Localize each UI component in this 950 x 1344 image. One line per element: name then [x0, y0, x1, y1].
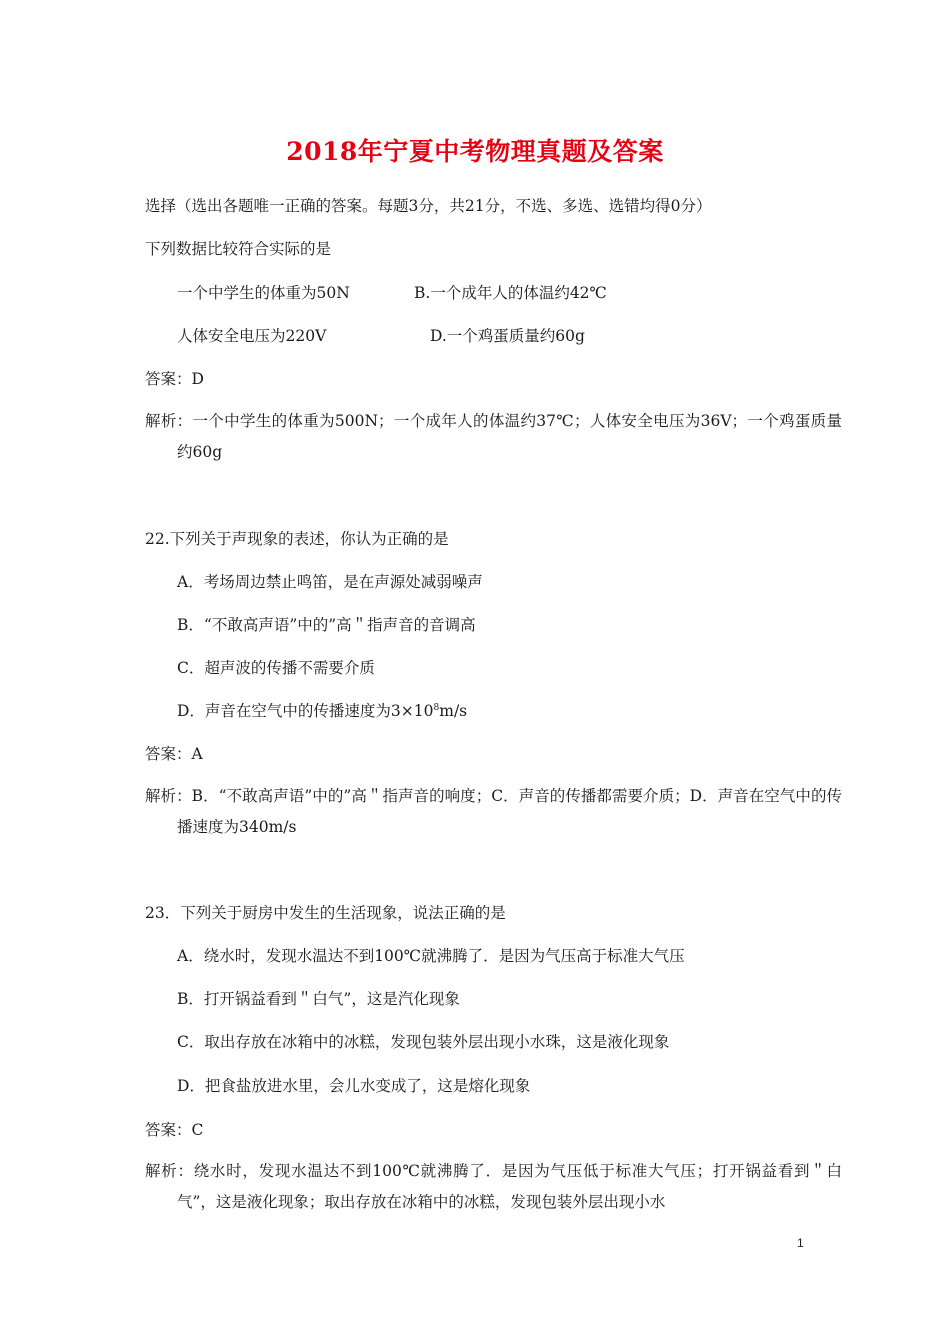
q23-option-d: D．把食盐放进水里，会儿水变成了，这是熔化现象	[177, 1077, 531, 1095]
q21-option-c: 人体安全电压为220V	[177, 327, 327, 345]
q21-analysis: 解析：一个中学生的体重为500N；一个成年人的体温约37℃；人体安全电压为36V；一个鸡蛋质量约60g	[145, 412, 842, 461]
q21-stem: 下列数据比较符合实际的是	[145, 240, 332, 258]
q22-analysis: 解析：B．“不敢高声语”中的”高＂指声音的响度；C．声音的传播都需要介质；D．声音在空气中的传播速度为340m/s	[145, 787, 842, 836]
q23-analysis: 解析：绕水时，发现水温达不到100℃就沸腾了．是因为气压低于标准大气压；打开锅益看到＂白气”，这是液化现象；取出存放在冰箱中的冰糕，发现包装外层出现小水	[145, 1162, 842, 1211]
section-header: 选择（选出各题唯一正确的答案。每题3分，共21分，不选、多选、选错均得0分）	[145, 197, 712, 215]
q23-stem: 23．下列关于厨房中发生的生活现象，说法正确的是	[145, 904, 506, 922]
q22-option-d-exponent: 8	[433, 703, 440, 713]
q22-option-d	[177, 701, 467, 721]
q23-answer: 答案：C	[145, 1121, 204, 1139]
q21-option-d: D.一个鸡蛋质量约60g	[430, 327, 585, 345]
q22-option-c: C．超声波的传播不需要介质	[177, 659, 375, 677]
page-number: 1	[797, 1236, 804, 1250]
q23-option-c: C．取出存放在冰箱中的冰糕，发现包装外层出现小水珠，这是液化现象	[177, 1033, 670, 1051]
q21-option-b: B.一个成年人的体温约42℃	[414, 284, 607, 302]
q22-option-d-text: D．声音在空气中的传播速度为3×10	[177, 702, 434, 720]
q22-option-d-unit: m/s	[439, 702, 468, 720]
q22-answer: 答案：A	[145, 745, 203, 763]
q23-option-a: A．绕水时，发现水温达不到100℃就沸腾了．是因为气压高于标准大气压	[177, 947, 685, 965]
page-title: 2018年宁夏中考物理真题及答案	[286, 137, 664, 166]
q21-option-a: 一个中学生的体重为50N	[177, 284, 350, 302]
q22-option-b: B．“不敢高声语”中的”高＂指声音的音调高	[177, 616, 476, 634]
q23-option-b: B．打开锅益看到＂白气”，这是汽化现象	[177, 990, 460, 1008]
q22-stem: 22.下列关于声现象的表述，你认为正确的是	[145, 530, 449, 548]
q21-answer: 答案：D	[145, 370, 204, 388]
q22-option-a: A．考场周边禁止鸣笛，是在声源处减弱噪声	[177, 573, 483, 591]
